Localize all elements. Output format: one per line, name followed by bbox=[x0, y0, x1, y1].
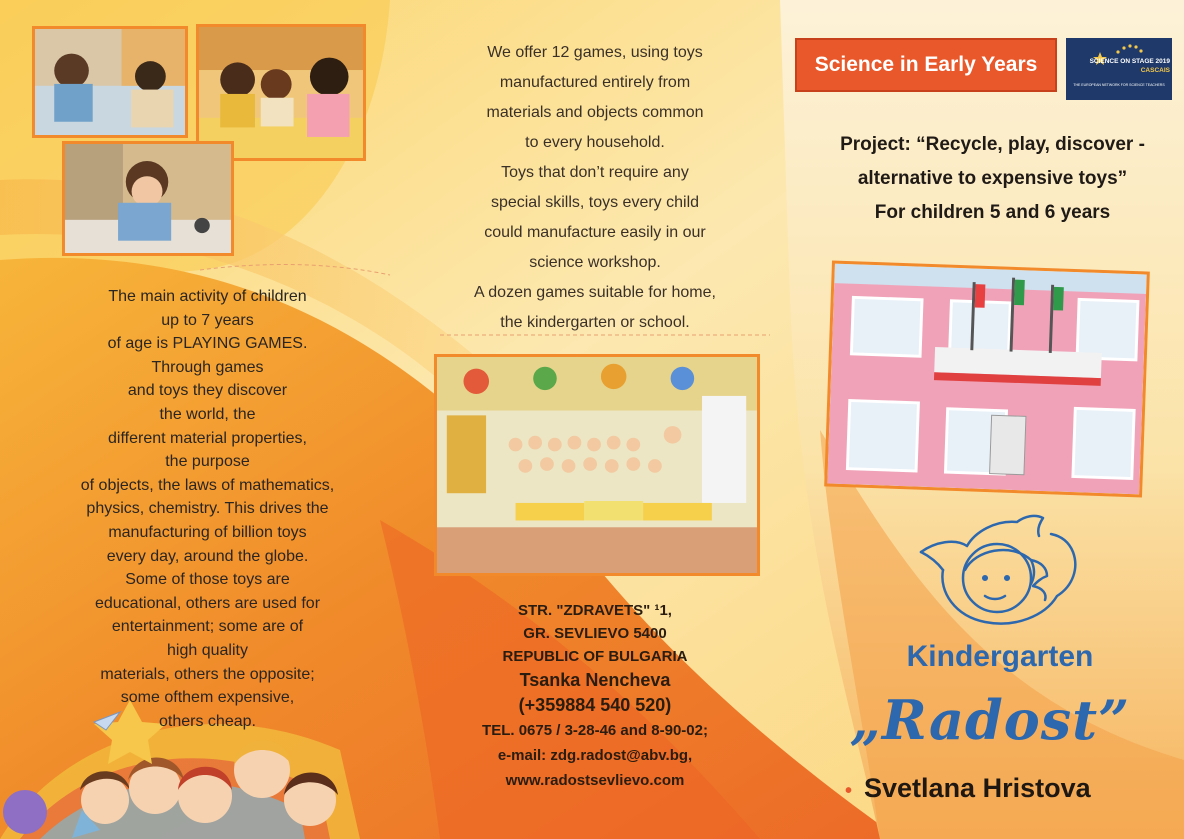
left-line: physics, chemistry. This drives the bbox=[86, 500, 329, 518]
project-line: Project: “Recycle, play, discover - bbox=[840, 134, 1145, 155]
middle-line: could manufacture easily in our bbox=[484, 224, 706, 241]
left-column-text bbox=[50, 285, 365, 733]
contact-email[interactable]: e-mail: zdg.radost@abv.bg, bbox=[497, 747, 693, 764]
middle-line: to every household. bbox=[525, 134, 665, 151]
left-line: high quality bbox=[167, 641, 248, 659]
left-line: manufacturing of billion toys bbox=[108, 523, 307, 541]
left-line: materials, others the opposite; bbox=[100, 665, 315, 683]
left-line: Through games bbox=[151, 358, 264, 376]
left-line: others cheap. bbox=[159, 712, 256, 730]
address-city: GR. SEVLIEVO 5400 bbox=[523, 625, 667, 642]
contact-tel: TEL. 0675 / 3-28-46 and 8-90-02; bbox=[482, 722, 708, 739]
project-line: alternative to expensive toys” bbox=[857, 168, 1128, 189]
author-name bbox=[845, 773, 1145, 804]
middle-line: Toys that don’t require any bbox=[501, 164, 689, 181]
kindergarten-label: Kindergarten bbox=[906, 640, 1094, 673]
left-line: of age is PLAYING GAMES. bbox=[107, 335, 308, 353]
address-country: REPUBLIC OF BULGARIA bbox=[502, 648, 688, 665]
left-line: every day, around the globe. bbox=[106, 547, 309, 565]
middle-line: special skills, toys every child bbox=[490, 194, 700, 211]
middle-column-text bbox=[430, 38, 760, 338]
photo-children-crafting bbox=[32, 26, 188, 138]
badge-label: Science in Early Years bbox=[814, 53, 1038, 76]
left-line: the purpose bbox=[165, 453, 250, 471]
contact-website[interactable]: www.radostsevlievo.com bbox=[505, 772, 685, 789]
middle-line: materials and objects common bbox=[486, 104, 704, 121]
middle-line: A dozen games suitable for home, bbox=[474, 284, 716, 301]
left-line: Some of those toys are bbox=[125, 571, 290, 589]
author-label: Svetlana Hristova bbox=[864, 773, 1091, 803]
left-line: educational, others are used for bbox=[94, 594, 321, 612]
photo-group-classroom bbox=[434, 354, 760, 576]
address-block bbox=[430, 599, 760, 793]
photo-kindergarten-building bbox=[824, 261, 1150, 498]
left-line: some ofthem expensive, bbox=[120, 689, 295, 707]
contact-name: Tsanka Nencheva bbox=[519, 670, 671, 690]
middle-line: science workshop. bbox=[529, 254, 661, 271]
left-line: different material properties, bbox=[108, 429, 307, 447]
left-line: up to 7 years bbox=[161, 311, 254, 329]
left-line: entertainment; some are of bbox=[111, 618, 304, 636]
address-street: STR. "ZDRAVETS" ¹1, bbox=[518, 602, 672, 619]
dove-girl-logo-icon bbox=[915, 512, 1085, 632]
middle-line: manufactured entirely from bbox=[499, 74, 691, 91]
left-line: and toys they discover bbox=[127, 382, 288, 400]
sos-line3: THE EUROPEAN NETWORK FOR SCIENCE TEACHERS bbox=[1073, 83, 1165, 87]
left-line: of objects, the laws of mathematics, bbox=[80, 476, 335, 494]
middle-line: We offer 12 games, using toys bbox=[487, 44, 703, 61]
sos-line1: SCIENCE ON STAGE 2019 bbox=[1089, 58, 1170, 65]
science-early-years-badge bbox=[795, 38, 1057, 92]
sos-line2: CASCAIS bbox=[1140, 67, 1170, 74]
left-line: the world, the bbox=[159, 405, 256, 423]
photo-boy-drawing bbox=[62, 141, 234, 256]
left-line: The main activity of children bbox=[108, 288, 307, 305]
bullet-dot: • bbox=[845, 780, 853, 802]
middle-line: the kindergarten or school. bbox=[500, 314, 690, 331]
kindergarten-name: „Radost” bbox=[849, 688, 1131, 752]
project-line: For children 5 and 6 years bbox=[874, 202, 1111, 223]
science-on-stage-logo bbox=[1066, 38, 1172, 100]
project-title bbox=[805, 128, 1180, 230]
contact-mobile: (+359884 540 520) bbox=[518, 695, 672, 715]
